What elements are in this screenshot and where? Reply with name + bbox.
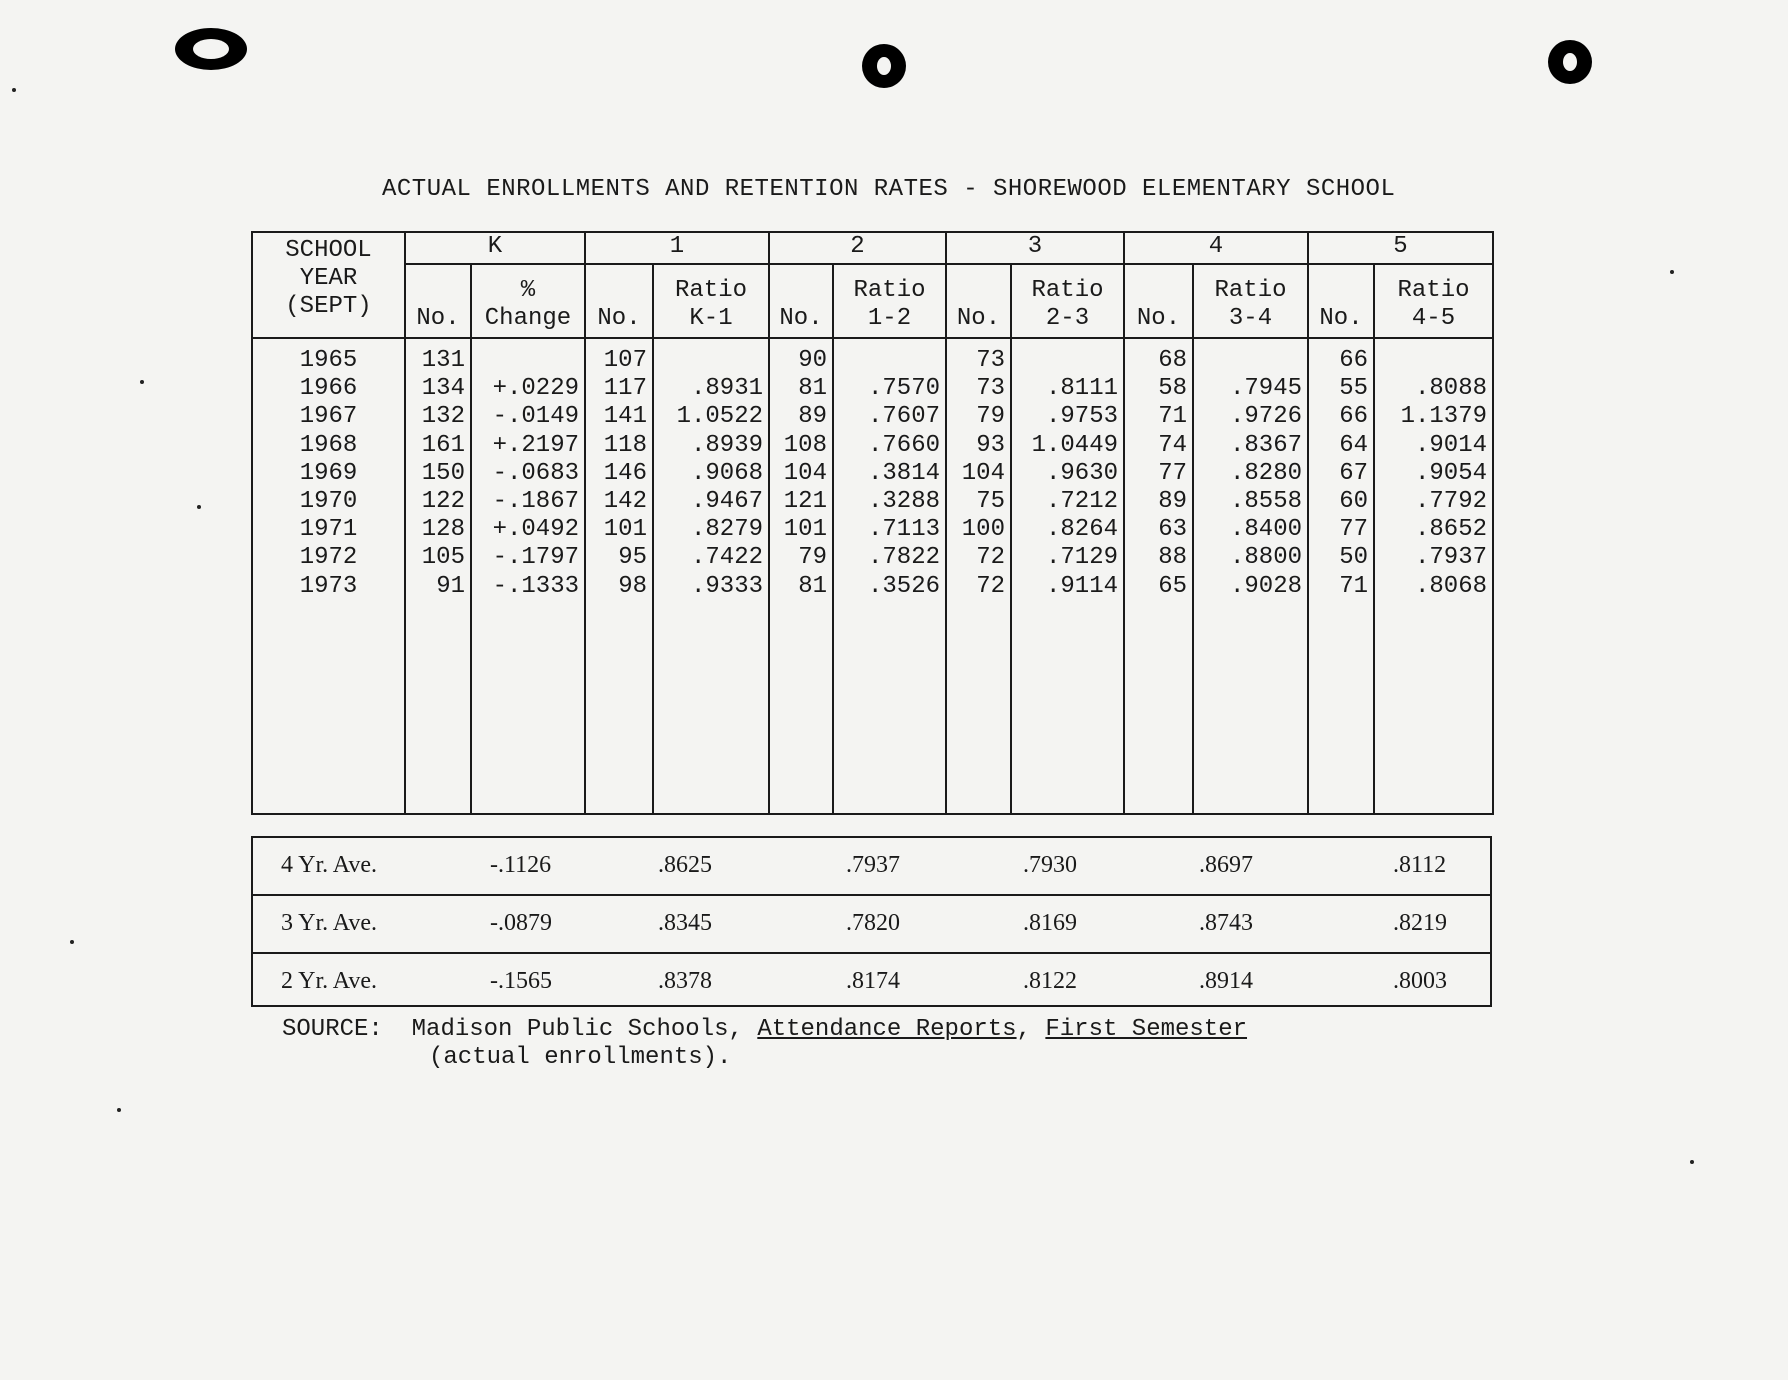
table-cell: .7937 <box>1414 544 1487 572</box>
table-cell: .8367 <box>1229 431 1302 459</box>
table-cell: .8111 <box>1045 375 1118 403</box>
table-cell <box>472 347 579 375</box>
table-cell: .8652 <box>1414 516 1487 544</box>
table-cell: .8068 <box>1414 572 1487 600</box>
table-cell: 67 <box>1339 459 1368 487</box>
table-cell: .9726 <box>1229 403 1302 431</box>
g1-ratio-header: Ratio K-1 <box>653 264 769 338</box>
table-cell: 141 <box>603 403 647 431</box>
table-cell: -.1867 <box>492 487 579 515</box>
year-column <box>252 338 405 814</box>
table-cell: 104 <box>961 459 1005 487</box>
average-value: -.1565 <box>490 968 552 994</box>
k-change-column <box>471 338 585 814</box>
table-cell: 50 <box>1339 544 1368 572</box>
average-value: .7820 <box>846 910 900 936</box>
g4-no-header: No. <box>1124 264 1193 338</box>
source-label: SOURCE: <box>282 1016 383 1043</box>
table-cell: 71 <box>1158 403 1187 431</box>
table-cell: 1970 <box>299 487 358 515</box>
table-cell: .8280 <box>1229 459 1302 487</box>
g5-ratio-column <box>1374 338 1493 814</box>
punch-hole <box>175 28 247 70</box>
table-cell: .3814 <box>867 459 940 487</box>
table-cell: 98 <box>618 572 647 600</box>
table-cell: .7607 <box>867 403 940 431</box>
source-semester: First Semester <box>1045 1016 1248 1043</box>
table-cell: 118 <box>603 431 647 459</box>
average-row <box>253 894 1490 952</box>
average-value: -.0879 <box>490 910 552 936</box>
enrollment-table <box>251 231 1492 815</box>
table-cell: 1969 <box>299 459 358 487</box>
average-value: .8625 <box>658 852 712 878</box>
table-cell: .8939 <box>690 431 763 459</box>
table-cell: 121 <box>783 487 827 515</box>
table-cell: .7129 <box>1045 544 1118 572</box>
table-cell: 90 <box>798 347 827 374</box>
g4-no-column <box>1124 338 1193 814</box>
g3-ratio-column <box>1011 338 1124 814</box>
table-cell: 104 <box>783 459 827 487</box>
table-cell: .7822 <box>867 544 940 572</box>
table-cell: 1973 <box>299 572 358 600</box>
table-cell: 1966 <box>299 375 358 403</box>
table-cell: 132 <box>421 403 465 431</box>
table-cell: 1968 <box>299 431 358 459</box>
average-label: 4 Yr. Ave. <box>281 852 377 878</box>
table-cell: 1967 <box>299 403 358 431</box>
average-value: .8697 <box>1199 852 1253 878</box>
table-cell: 146 <box>603 459 647 487</box>
average-value: .8003 <box>1393 968 1447 994</box>
k-change-header: % Change <box>471 264 585 338</box>
table-cell: 77 <box>1339 516 1368 544</box>
k-no-header: No. <box>405 264 471 338</box>
table-cell: .9114 <box>1045 572 1118 600</box>
table-cell: -.1333 <box>492 572 579 600</box>
table-cell: 75 <box>976 487 1005 515</box>
table-cell: .3526 <box>867 572 940 600</box>
table-cell: 74 <box>1158 431 1187 459</box>
table-cell: -.0149 <box>492 403 579 431</box>
g5-no-column <box>1308 338 1374 814</box>
table-cell: 58 <box>1158 375 1187 403</box>
g2-no-column <box>769 338 833 814</box>
g5-ratio-header: Ratio 4-5 <box>1374 264 1493 338</box>
table-cell: 95 <box>618 544 647 572</box>
table-cell: 66 <box>1339 403 1368 431</box>
table-cell <box>1375 347 1487 375</box>
average-value: .8378 <box>658 968 712 994</box>
table-cell: .9467 <box>690 487 763 515</box>
g3-ratio-header: Ratio 2-3 <box>1011 264 1124 338</box>
g1-no-header: No. <box>585 264 653 338</box>
table-cell: +.0492 <box>492 516 579 544</box>
g1-no-column <box>585 338 653 814</box>
table-cell: 79 <box>976 403 1005 431</box>
speck <box>140 380 144 384</box>
table-cell: 55 <box>1339 375 1368 403</box>
average-value: .8174 <box>846 968 900 994</box>
average-value: .8122 <box>1023 968 1077 994</box>
table-cell: 1.0449 <box>1031 431 1118 459</box>
table-cell: .7660 <box>867 431 940 459</box>
average-label: 2 Yr. Ave. <box>281 968 377 994</box>
speck <box>1670 270 1674 274</box>
average-value: .8219 <box>1393 910 1447 936</box>
table-cell: 161 <box>421 431 465 459</box>
table-cell: 93 <box>976 431 1005 459</box>
table-cell: .7212 <box>1045 487 1118 515</box>
table-cell: -.1797 <box>492 544 579 572</box>
table-cell: .9028 <box>1229 572 1302 600</box>
table-cell: .7570 <box>867 375 940 403</box>
source-report: Attendance Reports <box>757 1016 1017 1043</box>
table-cell: 73 <box>976 347 1005 374</box>
table-cell: 108 <box>783 431 827 459</box>
table-cell: 150 <box>421 459 465 487</box>
table-cell: 88 <box>1158 544 1187 572</box>
grade-header-5: 5 <box>1308 232 1493 264</box>
table-cell: +.0229 <box>492 375 579 403</box>
table-cell: .7113 <box>867 516 940 544</box>
source-line2: (actual enrollments). <box>429 1044 732 1071</box>
k-no-column <box>405 338 471 814</box>
table-cell: 101 <box>783 516 827 544</box>
table-cell: .8279 <box>690 516 763 544</box>
g2-ratio-column <box>833 338 946 814</box>
table-cell: .8264 <box>1045 516 1118 544</box>
table-cell: .9068 <box>690 459 763 487</box>
table-cell: -.0683 <box>492 459 579 487</box>
table-cell: .7945 <box>1229 375 1302 403</box>
average-row <box>253 838 1490 894</box>
table-cell: 65 <box>1158 572 1187 600</box>
table-cell: 73 <box>976 375 1005 403</box>
table-cell <box>834 347 940 375</box>
table-cell <box>654 347 763 375</box>
table-cell: 91 <box>436 572 465 600</box>
table-cell: 1.1379 <box>1400 403 1487 431</box>
punch-hole <box>862 44 906 88</box>
document-title: ACTUAL ENROLLMENTS AND RETENTION RATES - SHOREWOOD ELEMENTARY SCHOOL <box>382 176 1396 203</box>
average-row <box>253 952 1490 1010</box>
table-cell: 72 <box>976 572 1005 600</box>
g4-ratio-header: Ratio 3-4 <box>1193 264 1308 338</box>
table-cell: +.2197 <box>492 431 579 459</box>
table-cell: 142 <box>603 487 647 515</box>
table-cell: .7422 <box>690 544 763 572</box>
table-cell: 128 <box>421 516 465 544</box>
g3-no-column <box>946 338 1011 814</box>
g3-no-header: No. <box>946 264 1011 338</box>
table-cell: .9014 <box>1414 431 1487 459</box>
average-value: .8345 <box>658 910 712 936</box>
average-value: .8112 <box>1393 852 1447 878</box>
average-value: .7937 <box>846 852 900 878</box>
grade-header-k: K <box>405 232 585 264</box>
speck <box>197 505 201 509</box>
table-cell: 81 <box>798 572 827 600</box>
table-cell: .8088 <box>1414 375 1487 403</box>
table-cell <box>1012 347 1118 375</box>
table-cell: .9630 <box>1045 459 1118 487</box>
table-cell: 105 <box>421 544 465 572</box>
table-cell <box>1194 347 1302 375</box>
average-value: .8914 <box>1199 968 1253 994</box>
source-text: Madison Public Schools, <box>411 1016 743 1043</box>
table-cell: 1965 <box>299 347 358 374</box>
g2-ratio-header: Ratio 1-2 <box>833 264 946 338</box>
grade-header-4: 4 <box>1124 232 1308 264</box>
table-cell: 66 <box>1339 347 1368 374</box>
g4-ratio-column <box>1193 338 1308 814</box>
table-cell: 71 <box>1339 572 1368 600</box>
table-cell: 72 <box>976 544 1005 572</box>
table-cell: 100 <box>961 516 1005 544</box>
table-cell: 1971 <box>299 516 358 544</box>
table-cell: 81 <box>798 375 827 403</box>
average-value: .8169 <box>1023 910 1077 936</box>
source-note: SOURCE: Madison Public Schools, Attendance Reports, First Semester (actual enrollments). <box>282 1016 1248 1071</box>
table-cell: .3288 <box>867 487 940 515</box>
average-label: 3 Yr. Ave. <box>281 910 377 936</box>
table-cell: 79 <box>798 544 827 572</box>
g2-no-header: No. <box>769 264 833 338</box>
table-cell: 101 <box>603 516 647 544</box>
table-cell: 64 <box>1339 431 1368 459</box>
table-cell: 134 <box>421 375 465 403</box>
punch-hole <box>1548 40 1592 84</box>
average-value: .8743 <box>1199 910 1253 936</box>
grade-header-2: 2 <box>769 232 946 264</box>
grade-header-1: 1 <box>585 232 769 264</box>
table-cell: 60 <box>1339 487 1368 515</box>
table-cell: 89 <box>1158 487 1187 515</box>
table-cell: 131 <box>421 347 465 374</box>
averages-table <box>251 836 1492 1007</box>
table-cell: 68 <box>1158 347 1187 374</box>
table-cell: 1.0522 <box>676 403 763 431</box>
table-cell: .8931 <box>690 375 763 403</box>
g1-ratio-column <box>653 338 769 814</box>
speck <box>12 88 16 92</box>
table-cell: .8558 <box>1229 487 1302 515</box>
average-value: -.1126 <box>490 852 552 878</box>
school-year-header: SCHOOL YEAR (SEPT) <box>252 232 405 338</box>
average-value: .7930 <box>1023 852 1077 878</box>
table-cell: 63 <box>1158 516 1187 544</box>
table-cell: 1972 <box>299 544 358 572</box>
table-cell: .9753 <box>1045 403 1118 431</box>
speck <box>70 940 74 944</box>
table-cell: .8800 <box>1229 544 1302 572</box>
speck <box>117 1108 121 1112</box>
table-cell: .7792 <box>1414 487 1487 515</box>
table-cell: 89 <box>798 403 827 431</box>
table-cell: .8400 <box>1229 516 1302 544</box>
grade-header-3: 3 <box>946 232 1124 264</box>
table-cell: 117 <box>603 375 647 403</box>
table-cell: .9054 <box>1414 459 1487 487</box>
table-cell: 77 <box>1158 459 1187 487</box>
table-cell: 107 <box>603 347 647 374</box>
speck <box>1690 1160 1694 1164</box>
table-cell: .9333 <box>690 572 763 600</box>
g5-no-header: No. <box>1308 264 1374 338</box>
table-cell: 122 <box>421 487 465 515</box>
